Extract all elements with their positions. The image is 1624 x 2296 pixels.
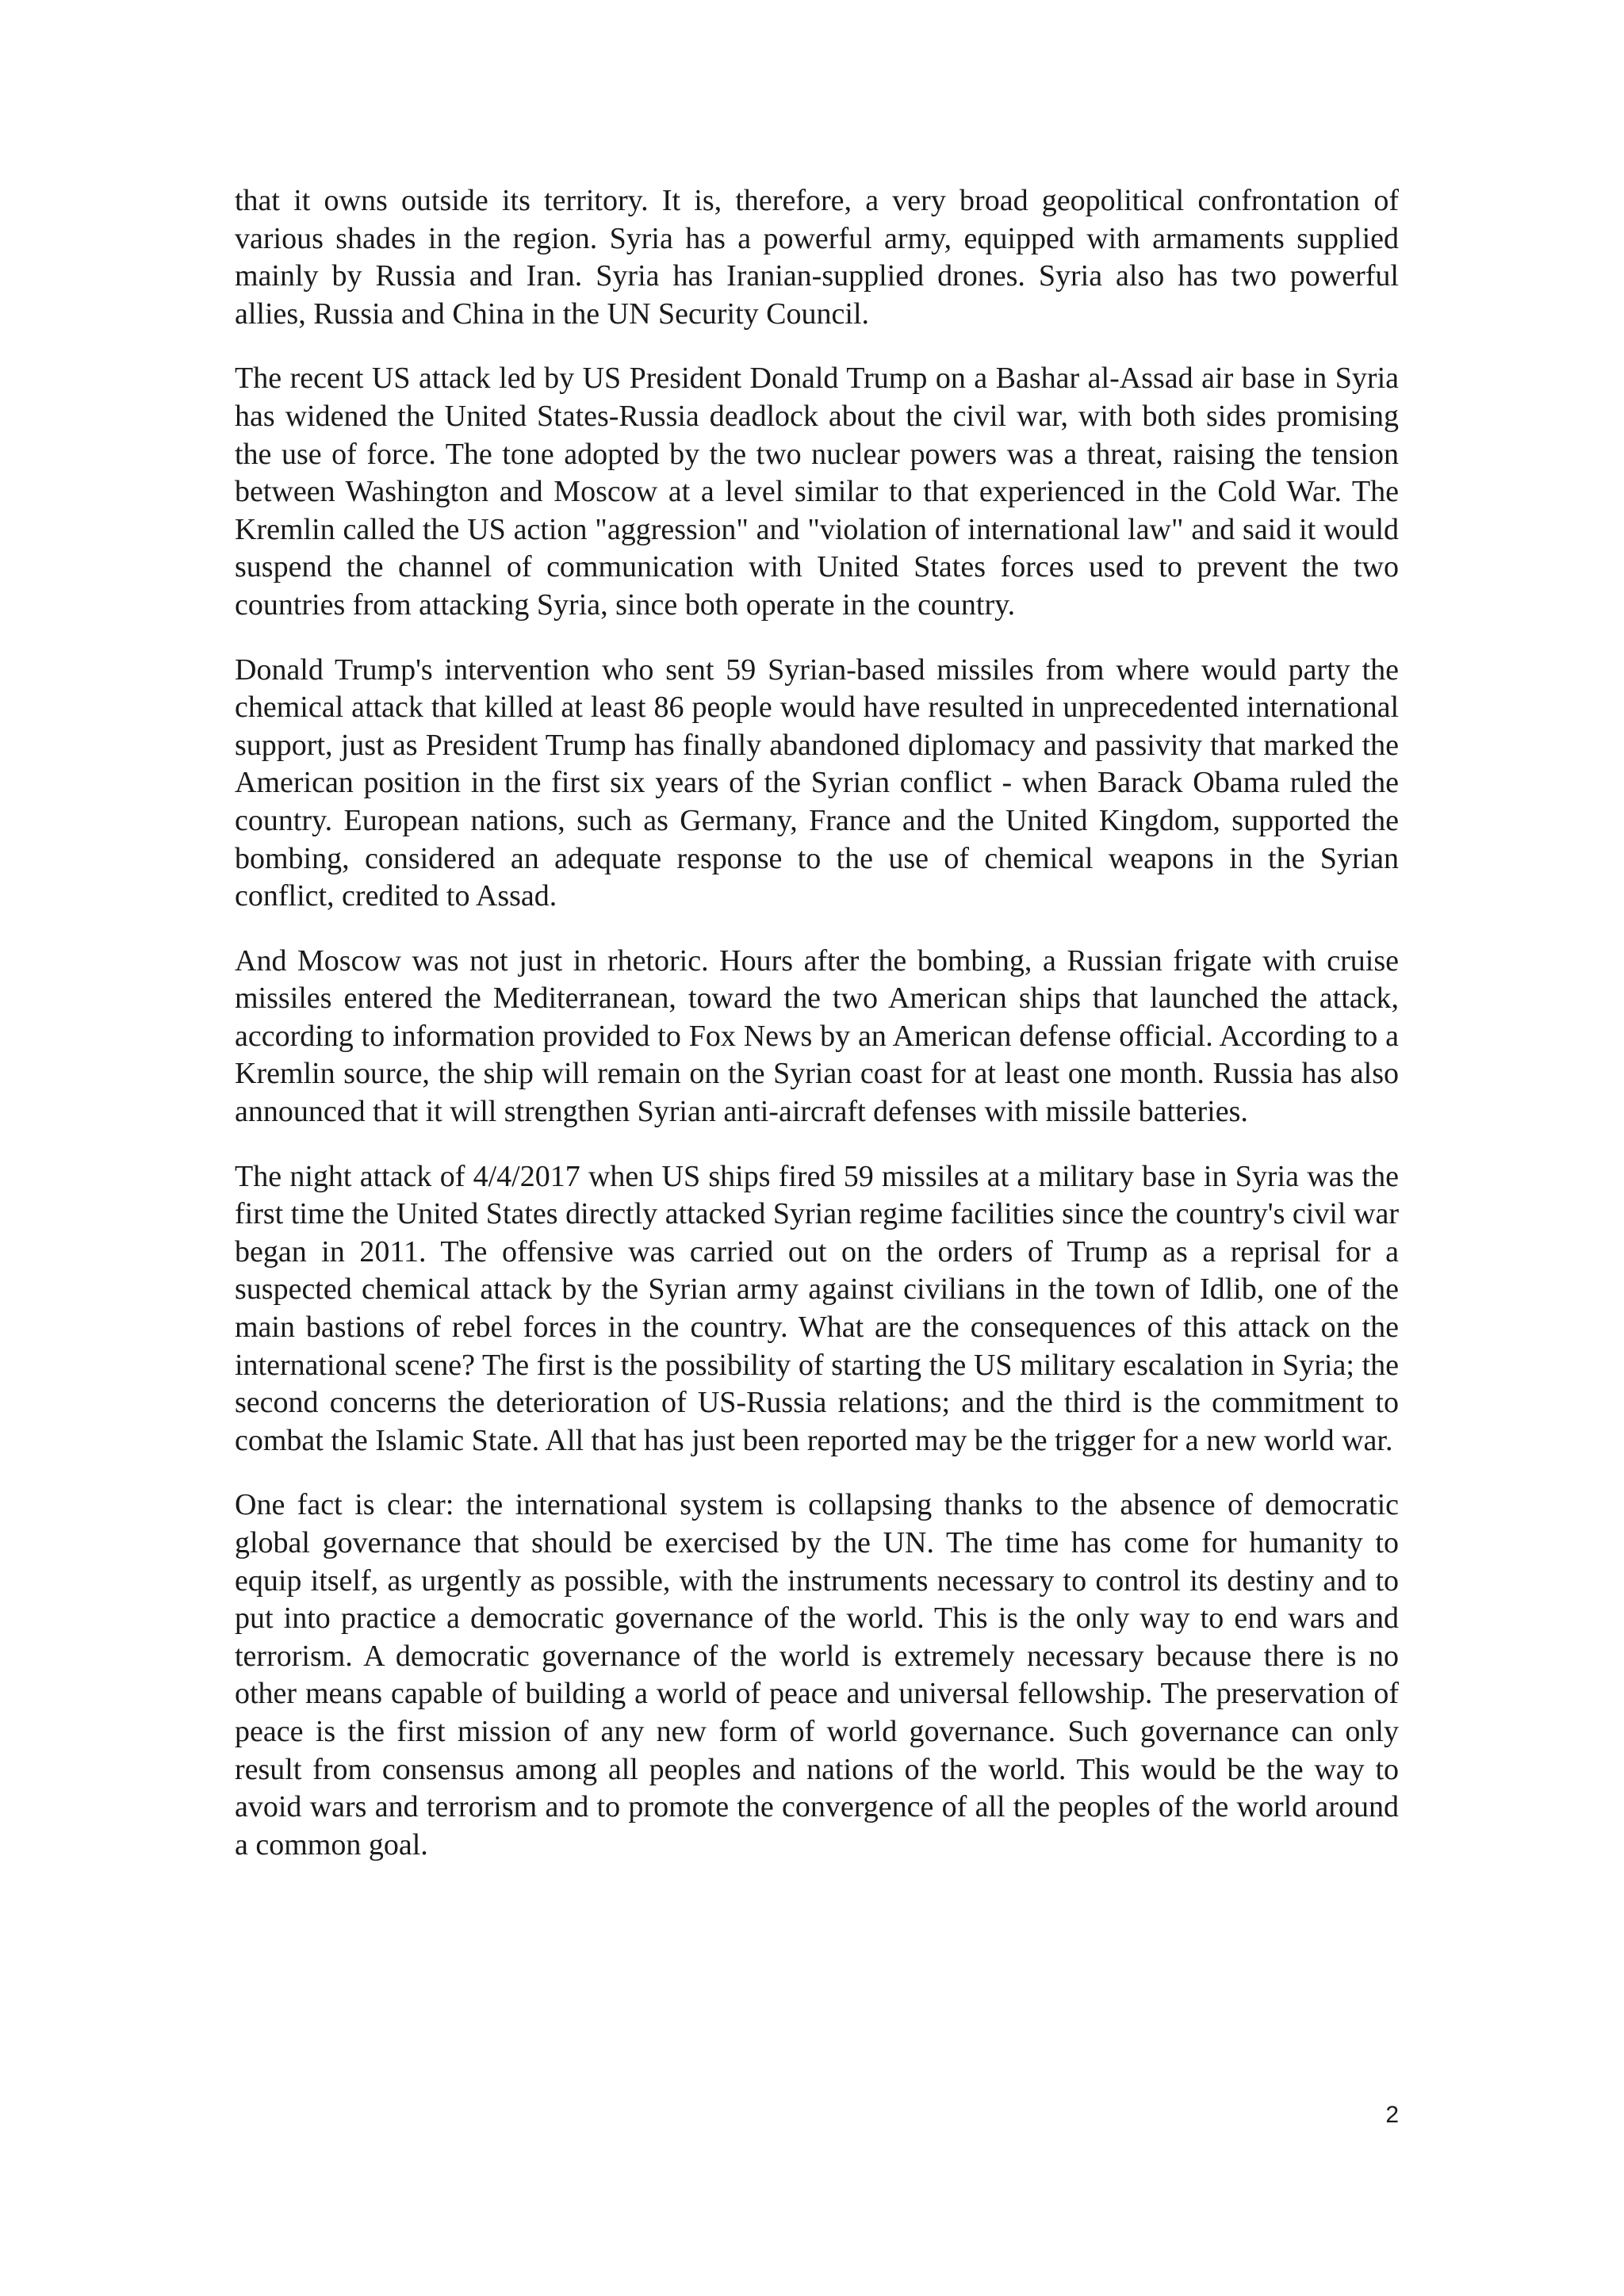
paragraph-2: The recent US attack led by US President Donald Trump on a Bashar al-Assad air base in Syria has widened the United States-Russia deadlock about the civil war, with both sides promising the use of force. The tone adopted by the two nuclear powers was a threat, raising the tension between Washington and Moscow at a level similar to that experienced in the Cold War. The Kremlin called the US action "aggression" and "violation of international law" and said it would suspend the channel of communication with United States forces used to prevent the two countries from attacking Syria, since both operate in the country. (235, 362, 1399, 622)
paragraph-6: One fact is clear: the international system is collapsing thanks to the absence of democratic global governance that should be exercised by the UN. The time has come for humanity to equip itself, as urgently as possible, with the instruments necessary to control its destiny and to put into practice a democratic governance of the world. This is the only way to end wars and terrorism. A democratic governance of the world is extremely necessary because there is no other means capable of building a world of peace and universal fellowship. The preservation of peace is the first mission of any new form of world governance. Such governance can only result from consensus among all peoples and nations of the world. This would be the way to avoid wars and terrorism and to promote the convergence of all the peoples of the world around a common goal. (235, 1488, 1399, 1862)
paragraph-3: Donald Trump's intervention who sent 59 Syrian-based missiles from where would party the chemical attack that killed at least 86 people would have resulted in unprecedented international support, just as President Trump has finally abandoned diplomacy and passivity that marked the American position in the first six years of the Syrian conflict - when Barack Obama ruled the country. European nations, such as Germany, France and the United Kingdom, supported the bombing, considered an adequate response to the use of chemical weapons in the Syrian conflict, credited to Assad. (235, 652, 1399, 913)
paragraph-4: And Moscow was not just in rhetoric. Hours after the bombing, a Russian frigate with cruise missiles entered the Mediterranean, toward the two American ships that launched the attack, according to information provided to Fox News by an American defense official. According to a Kremlin source, the ship will remain on the Syrian coast for at least one month. Russia has also announced that it will strengthen Syrian anti-aircraft defenses with missile batteries. (235, 943, 1399, 1129)
page-number: 2 (1385, 2102, 1399, 2128)
paragraph-1: that it owns outside its territory. It is, therefore, a very broad geopolitical confrontation of various shades in the region. Syria has a powerful army, equipped with armaments supplied mainly by Russia and Iran. Syria has Iranian-supplied drones. Syria also has two powerful allies, Russia and China in the UN Security Council. (235, 184, 1399, 331)
body-text (235, 182, 1399, 1891)
paragraph-5: The night attack of 4/4/2017 when US ships fired 59 missiles at a military base in Syria was the first time the United States directly attacked Syrian regime facilities since the country's civil war began in 2011. The offensive was carried out on the orders of Trump as a reprisal for a suspected chemical attack by the Syrian army against civilians in the town of Idlib, one of the main bastions of rebel forces in the country. What are the consequences of this attack on the international scene? The first is the possibility of starting the US military escalation in Syria; the second concerns the deterioration of US-Russia relations; and the third is the commitment to combat the Islamic State. All that has just been reported may be the trigger for a new world war. (235, 1159, 1399, 1457)
